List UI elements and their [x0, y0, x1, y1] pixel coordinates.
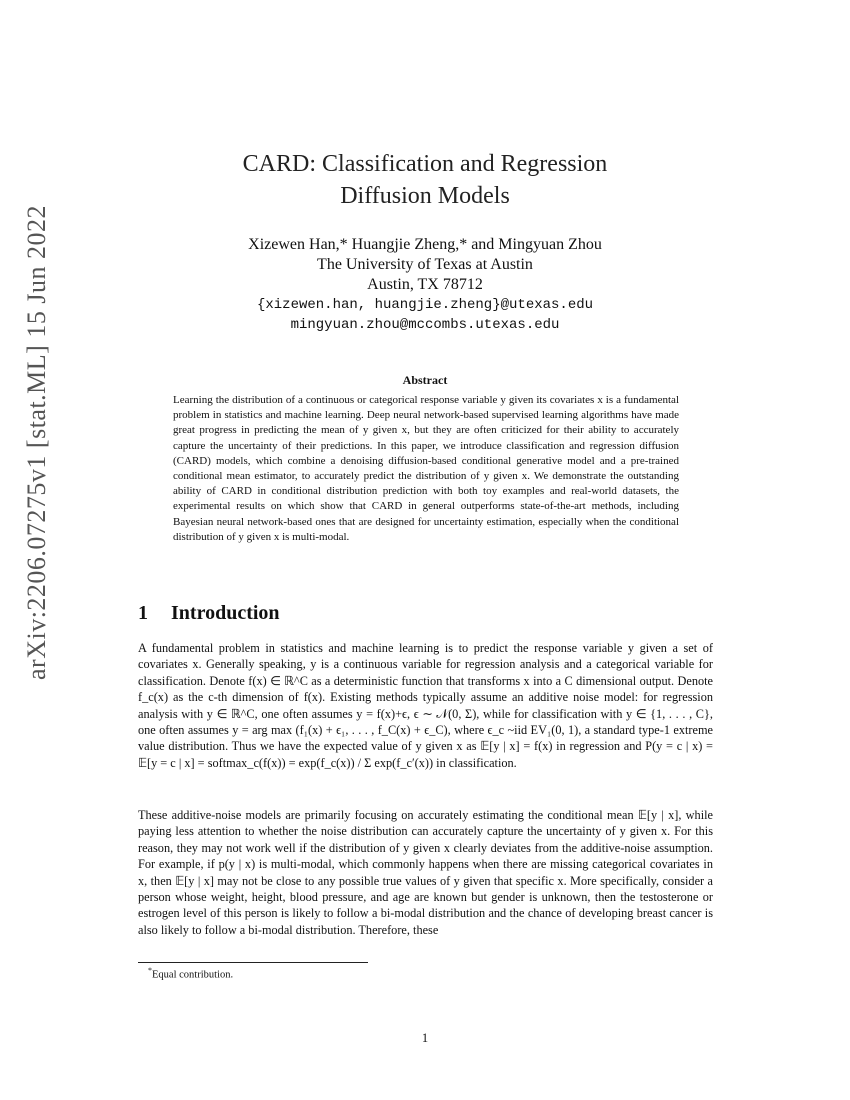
section-heading: [138, 602, 280, 625]
affiliation: The University of Texas at Austin: [317, 256, 533, 273]
section-number: 1: [138, 602, 148, 624]
footnote: [148, 966, 233, 981]
footnote-rule: [138, 962, 368, 963]
author-block: [0, 235, 850, 335]
location: Austin, TX 78712: [367, 276, 483, 293]
page-number: 1: [421, 1031, 429, 1045]
email-line-2: mingyuan.zhou@mccombs.utexas.edu: [290, 317, 560, 333]
email-line-1: {xizewen.han, huangjie.zheng}@utexas.edu: [256, 297, 594, 313]
footnote-text: Equal contribution.: [152, 969, 234, 981]
intro-paragraph-2: These additive-noise models are primarily focusing on accurately estimating the conditional mean 𝔼[y | x], while paying less attention to whether the noise distribution can accurately capture the uncertainty of y given x. For this reason, they may not work well if the distribution of y given x clearly deviates from the additive-noise assumption. For example, if p(y | x) is multi-modal, which commonly happens when there are missing categorical covariates in x, then 𝔼[y | x] may not be close to any possible true values of y given that specific x. More specifically, consider a person whose weight, height, blood pressure, and age are known but gender is unknown, then the testosterone or estrogen level of this person is likely to follow a bi-modal distribution and the chance of developing breast cancer is also likely to follow a bi-modal distribution. Therefore, these: [138, 808, 713, 937]
intro-paragraph-1: A fundamental problem in statistics and machine learning is to predict the response variable y given a set of covariates x. Generally speaking, y is a continuous variable for regression analysis and a categorical variable for classification. Denote f(x) ∈ ℝ^C as a deterministic function that transforms x into a C dimensional output. Denote f_c(x) as the c-th dimension of f(x). Existing methods typically assume an additive noise model: for regression analysis with y ∈ ℝ^C, one often assumes y = f(x)+ϵ, ϵ ∼ 𝒩(0, Σ), while for classification with y ∈ {1, . . . , C}, one often assumes y = arg max (f₁(x) + ϵ₁, . . . , f_C(x) + ϵ_C), where ϵ_c ~iid EV₁(0, 1), a standard type-1 extreme value distribution. Thus we have the expected value of y given x as 𝔼[y | x] = f(x) in regression and P(y = c | x) = 𝔼[y = c | x] = softmax_c(f(x)) = exp(f_c(x)) / Σ exp(f_c′(x)) in classification.: [138, 641, 713, 770]
abstract-text: Learning the distribution of a continuous or categorical response variable y given its covariates x is a fundamental problem in statistics and machine learning. Deep neural network-based supervised learning algorithms have made great progress in predicting the mean of y given x, but they are often criticized for their ability to accurately capture the uncertainty of their predictions. In this paper, we introduce classification and regression diffusion (CARD) models, which combine a denoising diffusion-based conditional generative model and a pre-trained conditional mean estimator, to accurately predict the distribution of y given x. We demonstrate the outstanding ability of CARD in conditional distribution prediction with both toy examples and real-world datasets, the experimental results on which show that CARD in general outperforms state-of-the-art methods, including Bayesian neural network-based ones that are designed for uncertainty estimation, especially when the conditional distribution of y given x is multi-modal.: [173, 394, 679, 543]
author-names: Xizewen Han,* Huangjie Zheng,* and Mingyuan Zhou: [248, 236, 602, 253]
section-title: Introduction: [171, 602, 280, 624]
paper-title: [0, 148, 850, 212]
title-line-1: CARD: Classification and Regression: [242, 151, 608, 177]
footnote-mark: *: [148, 966, 152, 975]
arxiv-side-stamp: arXiv:2206.07275v1 [stat.ML] 15 Jun 2022: [22, 205, 51, 680]
abstract-heading: Abstract: [402, 373, 448, 387]
title-line-2: Diffusion Models: [340, 183, 510, 209]
